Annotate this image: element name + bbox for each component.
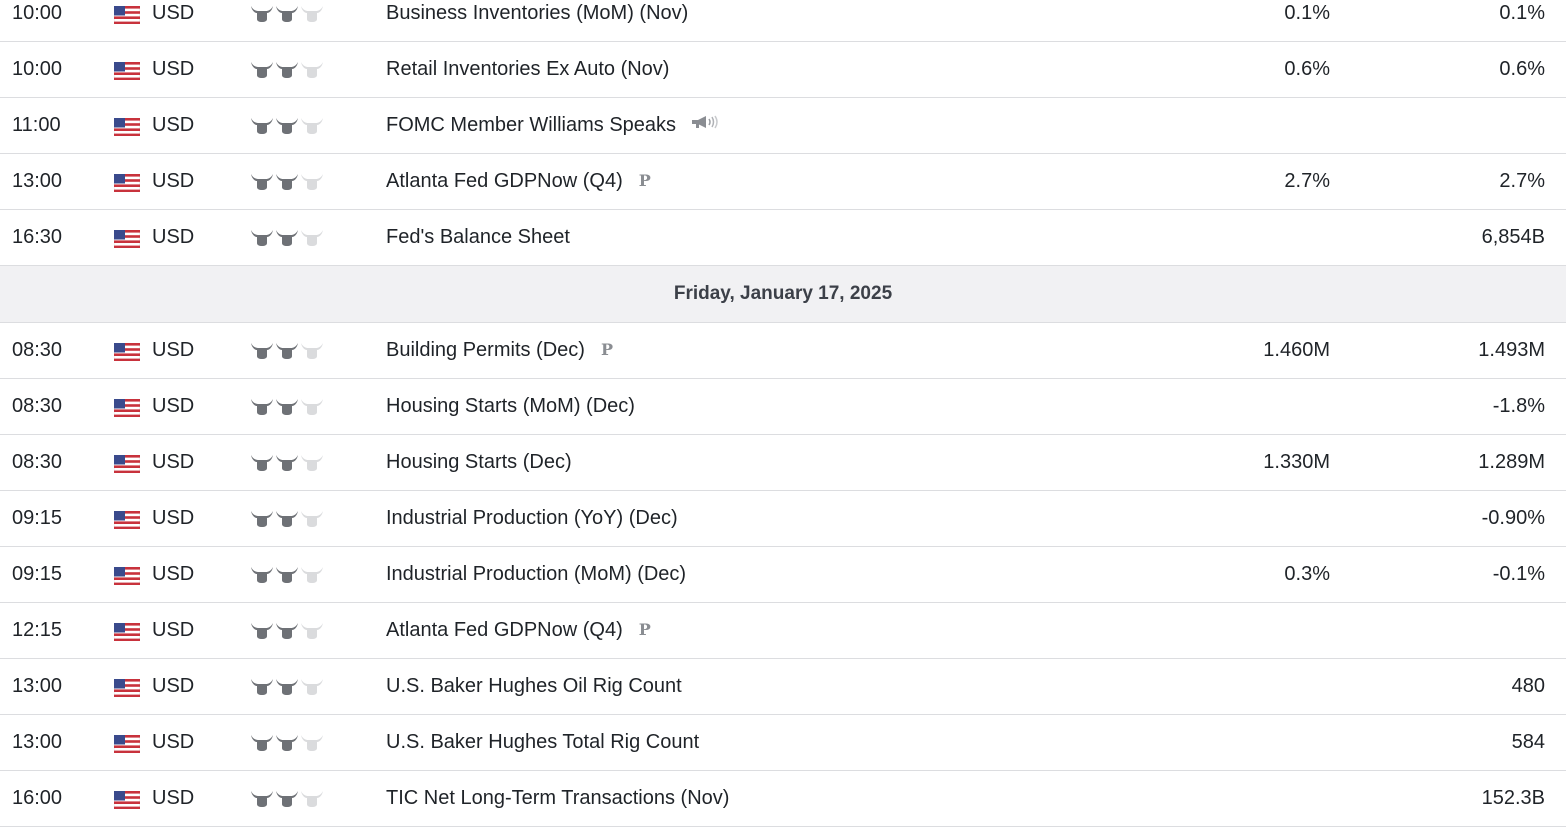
bull-icon [250,342,274,360]
event-row[interactable] [0,98,1566,154]
bull-icon [275,454,299,472]
event-previous: 2.7% [1499,170,1545,192]
us-flag-icon [114,174,140,192]
event-name-text[interactable]: FOMC Member Williams Speaks [386,114,677,136]
event-time: 11:00 [12,114,61,136]
bull-icon [275,117,299,135]
event-time: 12:15 [12,619,63,641]
event-forecast: 0.1% [1284,2,1330,24]
bull-icon [275,622,299,640]
country-flag [114,791,140,809]
bull-icon [250,622,274,640]
event-currency: USD [152,731,195,753]
bull-icon [300,566,324,584]
event-row[interactable] [0,603,1566,659]
bull-icon [275,790,299,808]
event-currency: USD [152,451,195,473]
event-row[interactable] [0,547,1566,603]
event-name-text[interactable]: U.S. Baker Hughes Oil Rig Count [386,675,682,697]
event-forecast: 0.6% [1284,58,1330,80]
event-row[interactable] [0,715,1566,771]
bull-icon [300,734,324,752]
event-previous: 584 [1511,731,1545,753]
event-previous: 0.1% [1499,2,1545,24]
event-row[interactable] [0,42,1566,98]
event-row[interactable] [0,154,1566,210]
event-name[interactable] [386,210,570,264]
event-currency: USD [152,395,195,417]
importance-rating [250,117,330,135]
event-currency: USD [152,226,195,248]
country-flag [114,623,140,641]
event-previous: 480 [1511,675,1545,697]
event-row[interactable] [0,379,1566,435]
event-time: 10:00 [12,2,63,24]
event-time: 09:15 [12,507,63,529]
us-flag-icon [114,62,140,80]
event-row[interactable] [0,435,1566,491]
event-row[interactable] [0,323,1566,379]
bull-icon [300,790,324,808]
event-forecast: 1.460M [1263,339,1330,361]
importance-rating [250,566,330,584]
bull-icon [250,5,274,23]
importance-rating [250,398,330,416]
speech-indicator[interactable] [690,97,722,151]
bull-icon [250,510,274,528]
event-name[interactable] [386,491,678,545]
us-flag-icon [114,399,140,417]
date-header-label: Friday, January 17, 2025 [673,283,893,304]
importance-rating [250,5,330,23]
event-currency: USD [152,787,195,809]
country-flag [114,679,140,697]
country-flag [114,399,140,417]
event-name[interactable] [386,0,688,40]
importance-rating [250,734,330,752]
country-flag [114,567,140,585]
event-name[interactable] [386,98,722,152]
country-flag [114,511,140,529]
event-time: 09:15 [12,563,63,585]
event-name-text[interactable]: TIC Net Long-Term Transactions (Nov) [386,787,730,809]
event-name-text[interactable]: Industrial Production (MoM) (Dec) [386,563,687,585]
event-row[interactable] [0,771,1566,827]
bull-icon [275,5,299,23]
bull-icon [300,678,324,696]
country-flag [114,230,140,248]
bull-icon [275,398,299,416]
event-time: 10:00 [12,58,63,80]
event-currency: USD [152,2,195,24]
bull-icon [300,622,324,640]
bull-icon [300,117,324,135]
bull-icon [300,510,324,528]
bull-icon [300,398,324,416]
us-flag-icon [114,6,140,24]
preliminary-badge: P [638,619,651,639]
us-flag-icon [114,118,140,136]
importance-rating [250,342,330,360]
importance-rating [250,229,330,247]
event-name[interactable] [386,547,686,601]
bull-icon [300,61,324,79]
event-time: 13:00 [12,675,63,697]
us-flag-icon [114,567,140,585]
event-name-text[interactable]: Housing Starts (Dec) [386,451,572,473]
bull-icon [300,173,324,191]
bull-icon [250,566,274,584]
event-name[interactable] [386,42,669,96]
event-name[interactable] [386,379,635,433]
bull-icon [275,229,299,247]
us-flag-icon [114,230,140,248]
importance-rating [250,622,330,640]
bull-icon [275,566,299,584]
event-name-text[interactable]: Retail Inventories Ex Auto (Nov) [386,58,670,80]
event-time: 08:30 [12,451,63,473]
bull-icon [250,229,274,247]
event-time: 13:00 [12,731,63,753]
preliminary-badge: P [638,170,651,190]
event-previous: -1.8% [1492,395,1545,417]
event-currency: USD [152,563,195,585]
event-time: 16:30 [12,226,63,248]
date-header-row [0,266,1566,323]
bull-icon [250,734,274,752]
country-flag [114,62,140,80]
bull-icon [275,510,299,528]
bull-icon [300,229,324,247]
event-previous: -0.1% [1492,563,1545,585]
event-time: 13:00 [12,170,63,192]
event-previous: 0.6% [1499,58,1545,80]
event-forecast: 1.330M [1263,451,1330,473]
event-currency: USD [152,58,195,80]
event-time: 08:30 [12,395,63,417]
event-previous: 6,854B [1481,226,1545,248]
event-name-text[interactable]: Housing Starts (MoM) (Dec) [386,395,635,417]
event-name[interactable] [386,659,682,713]
bull-icon [250,678,274,696]
bull-icon [250,398,274,416]
country-flag [114,455,140,473]
event-name[interactable] [386,323,613,377]
event-currency: USD [152,170,195,192]
importance-rating [250,790,330,808]
country-flag [114,118,140,136]
bull-icon [300,454,324,472]
bull-icon [300,342,324,360]
us-flag-icon [114,679,140,697]
bull-icon [275,61,299,79]
importance-rating [250,454,330,472]
country-flag [114,343,140,361]
bull-icon [250,790,274,808]
event-name-text[interactable]: Atlanta Fed GDPNow (Q4) [386,619,623,641]
event-name[interactable] [386,715,699,769]
importance-rating [250,678,330,696]
event-name[interactable] [386,154,651,208]
us-flag-icon [114,455,140,473]
country-flag [114,735,140,753]
event-currency: USD [152,619,195,641]
event-currency: USD [152,675,195,697]
event-name-text[interactable]: Industrial Production (YoY) (Dec) [386,507,678,529]
event-row[interactable] [0,659,1566,715]
event-row[interactable] [0,491,1566,547]
bull-icon [250,454,274,472]
bull-icon [300,5,324,23]
event-row[interactable] [0,0,1566,42]
us-flag-icon [114,511,140,529]
event-previous: -0.90% [1481,507,1545,529]
event-previous: 1.289M [1478,451,1545,473]
bull-icon [275,173,299,191]
bull-icon [275,678,299,696]
bull-icon [275,734,299,752]
importance-rating [250,61,330,79]
event-name-text[interactable]: Fed's Balance Sheet [386,226,570,248]
event-forecast: 2.7% [1284,170,1330,192]
bull-icon [250,173,274,191]
importance-rating [250,173,330,191]
event-previous: 1.493M [1478,339,1545,361]
event-name-text[interactable]: Atlanta Fed GDPNow (Q4) [386,170,623,192]
event-name-text[interactable]: Business Inventories (MoM) (Nov) [386,2,689,24]
event-name-text[interactable]: U.S. Baker Hughes Total Rig Count [386,731,700,753]
bull-icon [250,117,274,135]
event-time: 08:30 [12,339,63,361]
event-currency: USD [152,507,195,529]
event-previous: 152.3B [1481,787,1545,809]
speaker-icon[interactable] [690,114,722,130]
event-name[interactable] [386,603,651,657]
bull-icon [275,342,299,360]
country-flag [114,6,140,24]
country-flag [114,174,140,192]
event-row[interactable] [0,210,1566,266]
preliminary-badge: P [600,339,613,359]
event-time: 16:00 [12,787,63,809]
event-currency: USD [152,114,195,136]
us-flag-icon [114,791,140,809]
event-forecast: 0.3% [1284,563,1330,585]
event-currency: USD [152,339,195,361]
us-flag-icon [114,735,140,753]
importance-rating [250,510,330,528]
event-name[interactable] [386,435,572,489]
us-flag-icon [114,343,140,361]
event-name-text[interactable]: Building Permits (Dec) [386,339,585,361]
bull-icon [250,61,274,79]
us-flag-icon [114,623,140,641]
event-name[interactable] [386,771,729,825]
